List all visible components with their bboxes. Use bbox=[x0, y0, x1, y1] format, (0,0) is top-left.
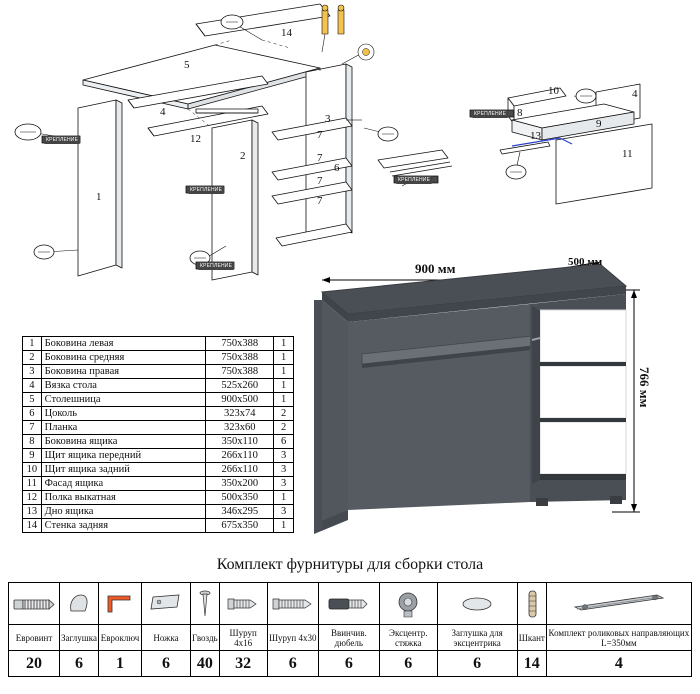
part-size: 525x260 bbox=[206, 379, 274, 393]
callout-4b: 4 bbox=[632, 88, 638, 100]
fastener-caption-3: КРЕПЛЕНИЕ bbox=[200, 263, 233, 269]
hardware-cell-drawer-slide bbox=[546, 583, 691, 625]
hardware-label-drawer-slide: Комплект роликовых направляющих L=350мм bbox=[546, 625, 691, 651]
part-name: Боковина левая bbox=[41, 337, 206, 351]
callout-7d: 7 bbox=[317, 195, 323, 207]
callout-2: 2 bbox=[240, 150, 246, 162]
part-index: 6 bbox=[23, 407, 42, 421]
table-row bbox=[23, 449, 294, 463]
part-name: Дно ящика bbox=[41, 505, 206, 519]
callout-14: 14 bbox=[281, 27, 292, 39]
screw-4x16-icon bbox=[222, 589, 264, 619]
table-row bbox=[23, 505, 294, 519]
part-size: 266x110 bbox=[206, 463, 274, 477]
part-name: Полка выкатная bbox=[41, 491, 206, 505]
screw-in-dowel-icon bbox=[325, 589, 373, 619]
dowel-icon bbox=[520, 587, 544, 621]
hardware-label-screw-4x16: Шуруп 4х16 bbox=[219, 625, 267, 651]
eccentric-tie-icon bbox=[390, 588, 426, 620]
part-qty: 1 bbox=[274, 519, 294, 533]
callout-6: 6 bbox=[334, 162, 340, 174]
part-name: Боковина средняя bbox=[41, 351, 206, 365]
part-index: 13 bbox=[23, 505, 42, 519]
part-size: 750x388 bbox=[206, 337, 274, 351]
part-size: 346x295 bbox=[206, 505, 274, 519]
desk-render bbox=[300, 256, 700, 552]
hardware-cell-screw-in-dowel bbox=[318, 583, 379, 625]
hardware-qty-drawer-slide: 4 bbox=[546, 651, 691, 677]
exploded-diagram bbox=[0, 0, 700, 290]
table-row bbox=[23, 421, 294, 435]
hardware-cell-screw-4x30 bbox=[267, 583, 318, 625]
callout-10: 10 bbox=[548, 85, 559, 97]
part-name: Стенка задняя bbox=[41, 519, 206, 533]
part-qty: 1 bbox=[274, 337, 294, 351]
dimension-width: 900 мм bbox=[415, 261, 456, 276]
eccentric-cap-icon bbox=[455, 591, 499, 617]
callout-9: 9 bbox=[596, 118, 602, 130]
table-row bbox=[23, 379, 294, 393]
hardware-cell-eccentric-tie bbox=[379, 583, 437, 625]
screw-4x30-icon bbox=[269, 589, 317, 619]
callout-11: 11 bbox=[622, 148, 633, 160]
part-size: 350x200 bbox=[206, 477, 274, 491]
part-qty: 3 bbox=[274, 449, 294, 463]
part-index: 7 bbox=[23, 421, 42, 435]
part-size: 350x110 bbox=[206, 435, 274, 449]
hardware-cell-foot bbox=[142, 583, 191, 625]
part-index: 10 bbox=[23, 463, 42, 477]
part-index: 1 bbox=[23, 337, 42, 351]
part-name: Боковина ящика bbox=[41, 435, 206, 449]
hardware-qty-nail: 40 bbox=[191, 651, 220, 677]
hardware-kit-title: Комплект фурнитуры для сборки стола bbox=[216, 556, 484, 573]
fastener-caption-2: КРЕПЛЕНИЕ bbox=[190, 187, 223, 193]
part-qty: 2 bbox=[274, 407, 294, 421]
part-size: 750x388 bbox=[206, 351, 274, 365]
hardware-qty-allen-key: 1 bbox=[99, 651, 142, 677]
part-name: Фасад ящика bbox=[41, 477, 206, 491]
hardware-label-euro-screw: Евровинт bbox=[9, 625, 60, 651]
part-name: Цоколь bbox=[41, 407, 206, 421]
table-row bbox=[23, 463, 294, 477]
hardware-icons-row bbox=[9, 583, 692, 625]
hardware-cell-allen-key bbox=[99, 583, 142, 625]
hardware-label-screw-in-dowel: Ввинчив. дюбель bbox=[318, 625, 379, 651]
dimension-depth: 500 мм bbox=[568, 256, 603, 268]
part-qty: 3 bbox=[274, 463, 294, 477]
table-row bbox=[23, 393, 294, 407]
fastener-caption-1: КРЕПЛЕНИЕ bbox=[46, 137, 79, 143]
callout-4: 4 bbox=[160, 106, 166, 118]
part-name: Планка bbox=[41, 421, 206, 435]
nail-icon bbox=[195, 588, 215, 620]
hardware-counts-row bbox=[9, 651, 692, 677]
callout-7b: 7 bbox=[317, 152, 323, 164]
part-qty: 3 bbox=[274, 505, 294, 519]
hardware-qty-screw-4x16: 32 bbox=[219, 651, 267, 677]
part-index: 8 bbox=[23, 435, 42, 449]
hardware-cell-cap-plug bbox=[60, 583, 99, 625]
part-index: 12 bbox=[23, 491, 42, 505]
hardware-cell-eccentric-cap bbox=[437, 583, 517, 625]
part-name: Боковина правая bbox=[41, 365, 206, 379]
hardware-qty-foot: 6 bbox=[142, 651, 191, 677]
dimension-height: 766 мм bbox=[637, 367, 652, 408]
part-qty: 2 bbox=[274, 421, 294, 435]
part-size: 900x500 bbox=[206, 393, 274, 407]
table-row bbox=[23, 477, 294, 491]
part-size: 266x110 bbox=[206, 449, 274, 463]
drawer-slide-icon bbox=[571, 589, 667, 619]
part-index: 3 bbox=[23, 365, 42, 379]
hardware-cell-euro-screw bbox=[9, 583, 60, 625]
part-qty: 6 bbox=[274, 435, 294, 449]
part-qty: 3 bbox=[274, 477, 294, 491]
part-index: 2 bbox=[23, 351, 42, 365]
hardware-label-eccentric-tie: Эксцентр. стяжка bbox=[379, 625, 437, 651]
hardware-label-eccentric-cap: Заглушка для эксцентрика bbox=[437, 625, 517, 651]
callout-5: 5 bbox=[184, 59, 190, 71]
part-qty: 1 bbox=[274, 491, 294, 505]
euro-screw-icon bbox=[10, 589, 58, 619]
hardware-label-nail: Гвоздь bbox=[191, 625, 220, 651]
part-name: Вязка стола bbox=[41, 379, 206, 393]
table-row bbox=[23, 519, 294, 533]
part-qty: 1 bbox=[274, 351, 294, 365]
callout-13: 13 bbox=[530, 130, 541, 142]
hardware-label-foot: Ножка bbox=[142, 625, 191, 651]
part-qty: 1 bbox=[274, 365, 294, 379]
hardware-labels-row bbox=[9, 625, 692, 651]
hardware-qty-screw-4x30: 6 bbox=[267, 651, 318, 677]
table-row bbox=[23, 365, 294, 379]
part-qty: 1 bbox=[274, 393, 294, 407]
part-index: 14 bbox=[23, 519, 42, 533]
parts-table bbox=[22, 336, 294, 533]
table-row bbox=[23, 491, 294, 505]
hardware-kit-table bbox=[8, 582, 692, 677]
hardware-qty-cap-plug: 6 bbox=[60, 651, 99, 677]
table-row bbox=[23, 407, 294, 421]
allen-key-icon bbox=[100, 589, 140, 619]
hardware-cell-dowel bbox=[517, 583, 546, 625]
hardware-qty-eccentric-tie: 6 bbox=[379, 651, 437, 677]
part-qty: 1 bbox=[274, 379, 294, 393]
part-size: 323x74 bbox=[206, 407, 274, 421]
hardware-label-dowel: Шкант bbox=[517, 625, 546, 651]
hardware-qty-eccentric-cap: 6 bbox=[437, 651, 517, 677]
fastener-caption-4: КРЕПЛЕНИЕ bbox=[398, 177, 431, 183]
fastener-caption-5: КРЕПЛЕНИЕ bbox=[474, 111, 507, 117]
part-index: 4 bbox=[23, 379, 42, 393]
hardware-qty-euro-screw: 20 bbox=[9, 651, 60, 677]
callout-12: 12 bbox=[190, 133, 201, 145]
cap-plug-icon bbox=[61, 589, 97, 619]
hardware-cell-screw-4x16 bbox=[219, 583, 267, 625]
table-row bbox=[23, 351, 294, 365]
hardware-label-screw-4x30: Шуруп 4х30 bbox=[267, 625, 318, 651]
exploded-diagram-svg bbox=[0, 0, 700, 292]
part-size: 750x388 bbox=[206, 365, 274, 379]
part-index: 9 bbox=[23, 449, 42, 463]
callout-7c: 7 bbox=[317, 175, 323, 187]
callout-1: 1 bbox=[96, 191, 102, 203]
foot-icon bbox=[143, 589, 189, 619]
part-name: Щит ящика передний bbox=[41, 449, 206, 463]
callout-8: 8 bbox=[517, 107, 523, 119]
part-index: 11 bbox=[23, 477, 42, 491]
part-name: Щит ящика задний bbox=[41, 463, 206, 477]
part-index: 5 bbox=[23, 393, 42, 407]
hardware-qty-screw-in-dowel: 6 bbox=[318, 651, 379, 677]
table-row bbox=[23, 337, 294, 351]
table-row bbox=[23, 435, 294, 449]
callout-3: 3 bbox=[325, 113, 331, 125]
part-name: Столешница bbox=[41, 393, 206, 407]
callout-7a: 7 bbox=[317, 129, 323, 141]
part-size: 323x60 bbox=[206, 421, 274, 435]
hardware-cell-nail bbox=[191, 583, 220, 625]
hardware-label-allen-key: Евроключ bbox=[99, 625, 142, 651]
hardware-label-cap-plug: Заглушка bbox=[60, 625, 99, 651]
hardware-qty-dowel: 14 bbox=[517, 651, 546, 677]
part-size: 675x350 bbox=[206, 519, 274, 533]
part-size: 500x350 bbox=[206, 491, 274, 505]
